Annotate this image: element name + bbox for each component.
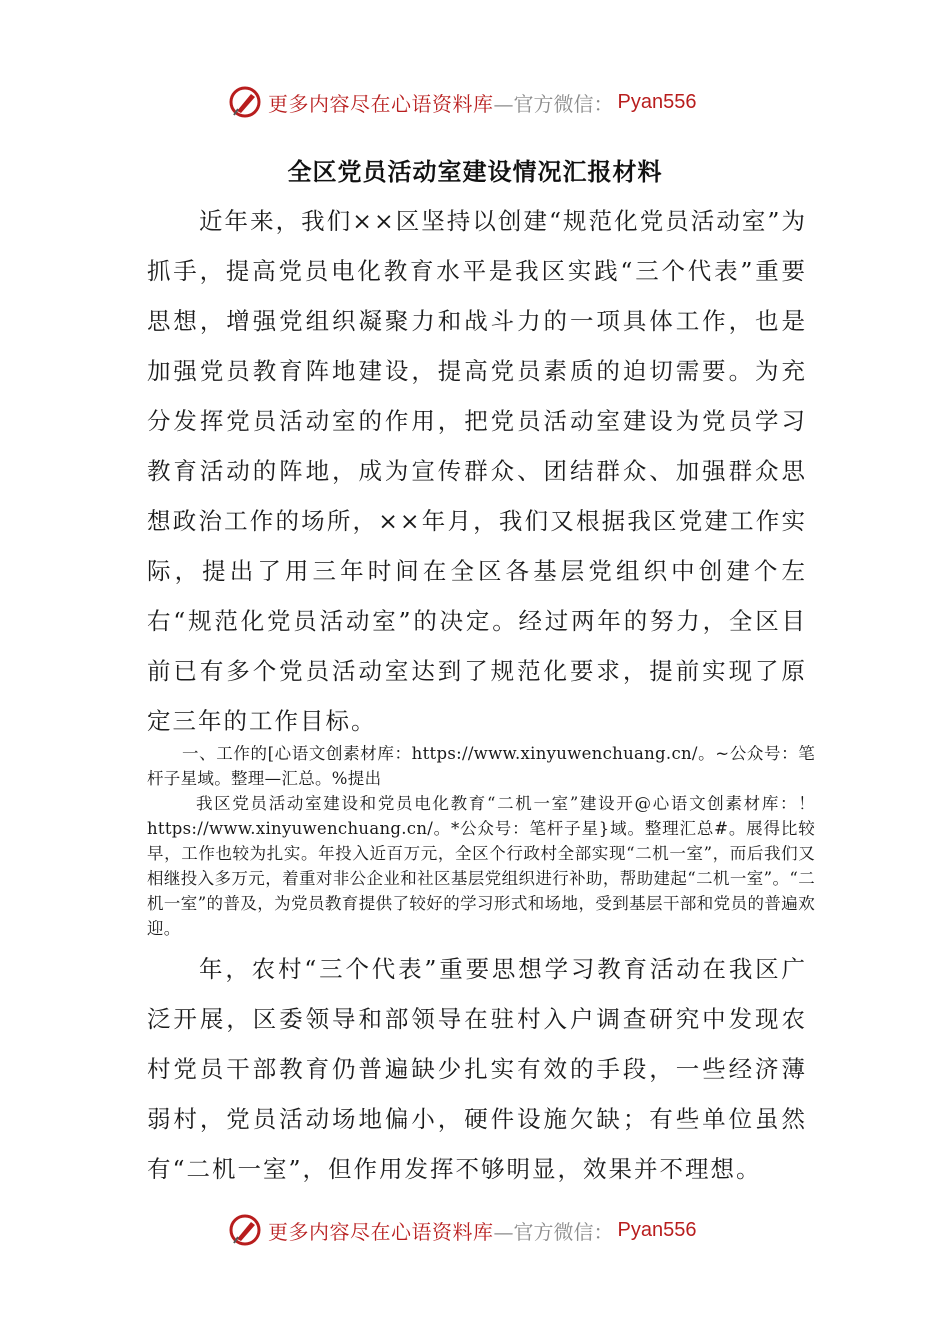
document-title: 全区党员活动室建设情况汇报材料 — [287, 158, 663, 186]
banner-wechat-handle: Pyan556 — [617, 1218, 697, 1241]
banner-text: 更多内容尽在心语资料库 — [268, 91, 494, 116]
small-paragraph-2: 我区党员活动室建设和党员电化教育“二机一室”建设开@心语文创素材库：！https://www.xinyuwenchuang.cn/。*公众号：笔杆子星}域。整理汇总#。展得比较早，工作也较为扎实。年投入近百万元，全区个行政村全部实现“二机一室”，而后我们又相继投入多万元，着重对非公企业和社区基层党组织进行补助，帮助建起“二机一室”。“二机一室”的普及，为党员教育提供了较好的学习形式和场地，受到基层干部和党员的普遍欢迎。 — [147, 794, 815, 938]
banner-wechat-handle: Pyan556 — [617, 90, 697, 113]
small-paragraph-1: 一、工作的[心语文创素材库：https://www.xinyuwenchuang.cn/。~公众号：笔杆子星域。整理—汇总。%提出 — [147, 744, 815, 788]
body-paragraph-2: 年，农村“三个代表”重要思想学习教育活动在我区广泛开展，区委领导和部领导在驻村入户调查研究中发现农村党员干部教育仍普遍缺少扎实有效的手段，一些经济薄弱村，党员活动场地偏小，硬件设施欠缺；有些单位虽然有“二机一室”，但作用发挥不够明显，效果并不理想。 — [147, 955, 807, 1183]
quill-pen-logo-icon — [228, 1213, 262, 1247]
body-paragraph-1: 近年来，我们××区坚持以创建“规范化党员活动室”为抓手，提高党员电化教育水平是我区实践“三个代表”重要思想，增强党组织凝聚力和战斗力的一项具体工作，也是加强党员教育阵地建设，提高党员素质的迫切需要。为充分发挥党员活动室的作用，把党员活动室建设为党员学习教育活动的阵地，成为宣传群众、团结群众、加强群众思想政治工作的场所，××年月，我们又根据我区党建工作实际，提出了用三年时间在全区各基层党组织中创建个左右“规范化党员活动室”的决定。经过两年的努力，全区目前已有多个党员活动室达到了规范化要求，提前实现了原定三年的工作目标。 — [147, 207, 807, 735]
footer-banner — [228, 1210, 728, 1250]
banner-text: 更多内容尽在心语资料库 — [268, 1219, 494, 1244]
header-banner — [228, 82, 728, 122]
quill-pen-logo-icon — [228, 85, 262, 119]
banner-separator: —官方微信： — [493, 1219, 614, 1244]
banner-separator: —官方微信： — [493, 91, 614, 116]
